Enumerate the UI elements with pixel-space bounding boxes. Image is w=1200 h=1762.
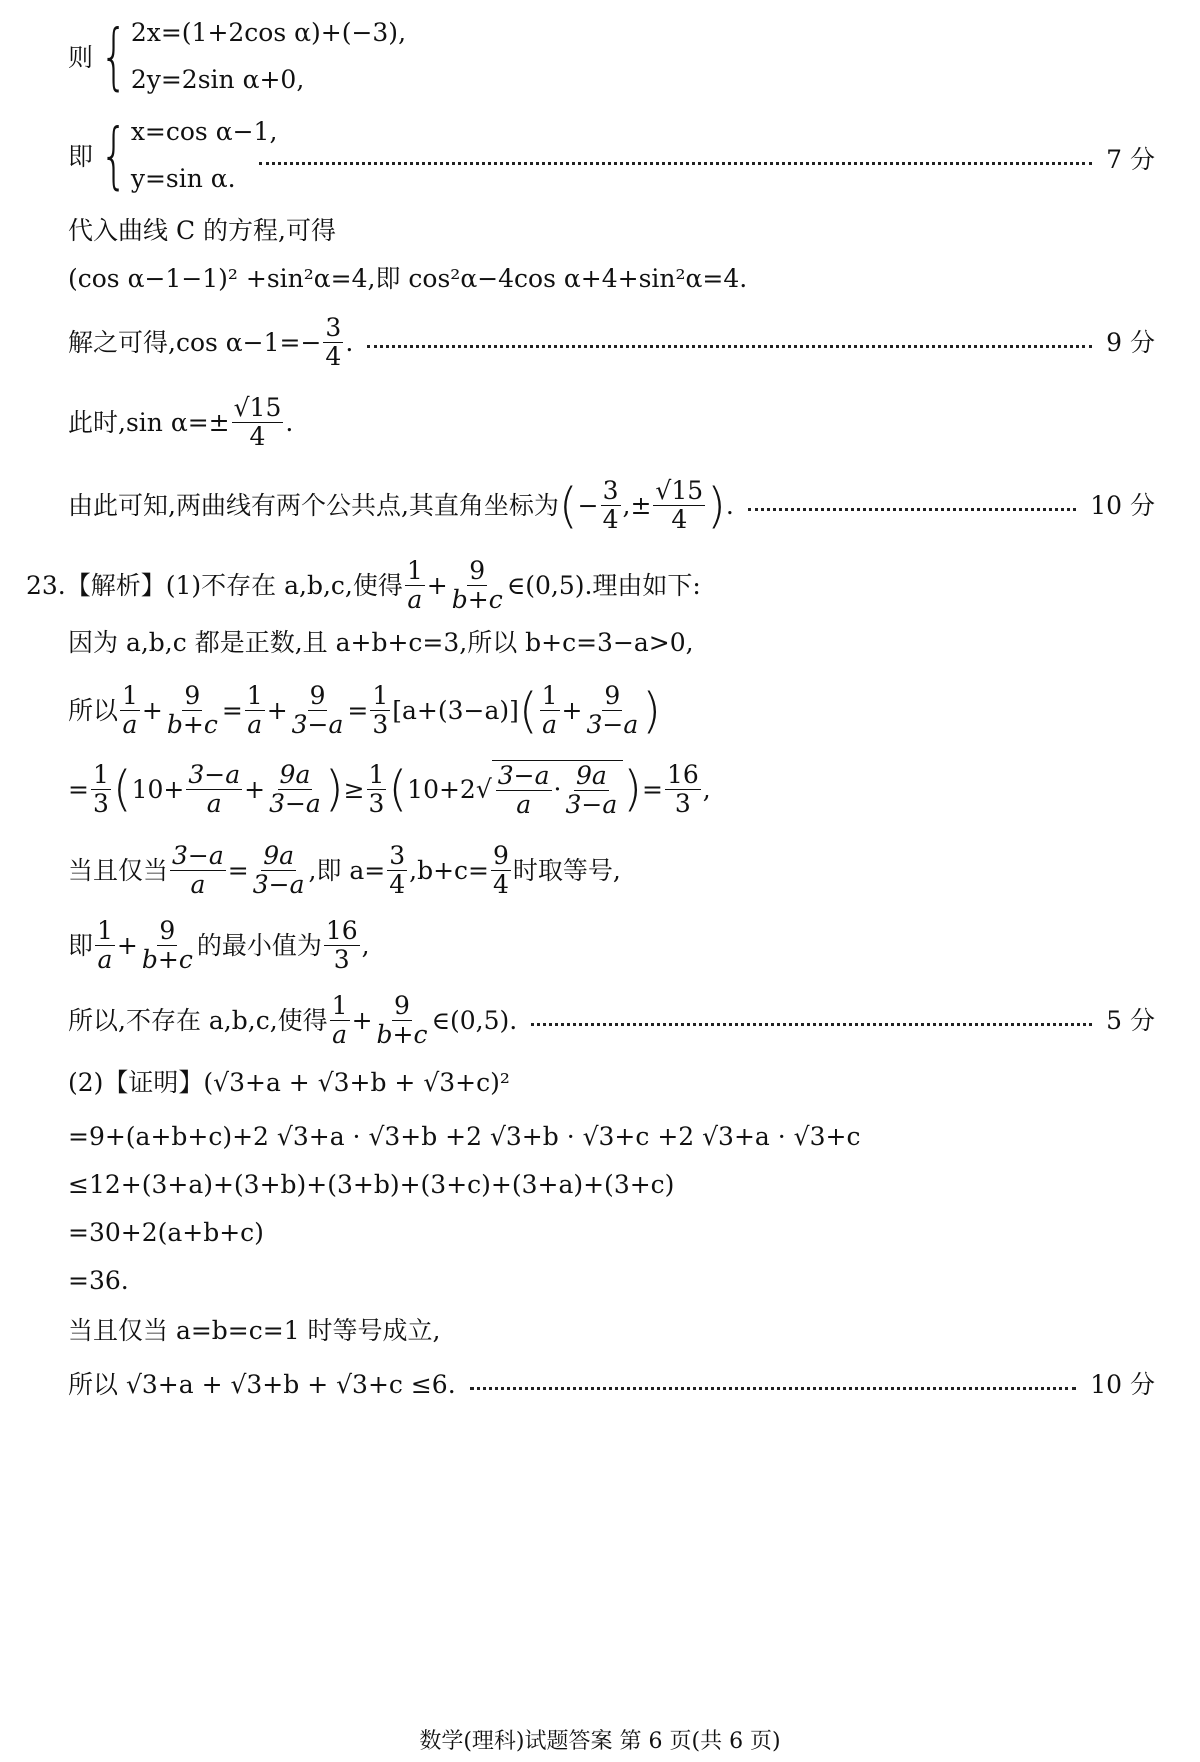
text-line: 因为 a,b,c 都是正数,且 a+b+c=3,所以 b+c=3−a>0, (68, 628, 694, 657)
dotted-leader (367, 345, 1092, 348)
equation-line: (2)【证明】(√3+a + √3+b + √3+c)² (68, 1068, 510, 1097)
score-line: 所以 √3+a + √3+b + √3+c ≤6. 10 分 (68, 1370, 1155, 1399)
equation-line: =30+2(a+b+c) (68, 1218, 264, 1247)
equation-line: 即 $\frac{1}{a}$ + $\frac{9}{b+c}$ 的最小值为 $\frac{16}{3}$ , (68, 916, 370, 975)
score: 7 分 (1106, 145, 1155, 174)
equation-row: 2y=2sin α+0, (130, 65, 305, 94)
score-line: 由此可知,两曲线有两个公共点,其直角坐标为 ( − $\frac{3}{4}$ ,± $\frac{√15}{4}$ ) . 10 分 (68, 476, 1155, 535)
dotted-leader (748, 508, 1076, 511)
text-line: 当且仅当 a=b=c=1 时等号成立, (68, 1316, 441, 1345)
text-line: 代入曲线 C 的方程,可得 (68, 216, 336, 245)
lead-ze: 则 (68, 43, 94, 72)
left-brace-icon: { (100, 113, 128, 197)
equation-line: 当且仅当 $\frac{3-a}{a}$ = $\frac{9a}{3-a}$ ,即 a= $\frac{3}{4}$ ,b+c= $\frac{9}{4}$ 时取等号, (68, 841, 621, 900)
lead-ji: 即 (68, 142, 94, 171)
dotted-leader (470, 1387, 1077, 1390)
dotted-leader (259, 162, 1092, 165)
equation-line: ≤12+(3+a)+(3+b)+(3+b)+(3+c)+(3+a)+(3+c) (68, 1170, 675, 1199)
fraction: $\frac{3}{4}$ (602, 476, 619, 535)
fraction: $\frac{3}{4}$ (325, 313, 342, 372)
fraction: $\frac{√15}{4}$ (655, 476, 704, 535)
equation-row: 2x=(1+2cos α)+(−3), (130, 18, 407, 47)
equation-line: =9+(a+b+c)+2 √3+a · √3+b +2 √3+b · √3+c +2 √3+a · √3+c (68, 1122, 861, 1151)
dotted-leader (531, 1023, 1092, 1026)
equation-line: (cos α−1−1)² +sin²α=4,即 cos²α−4cos α+4+sin²α=4. (68, 264, 748, 293)
system-1 (68, 14, 407, 98)
score-line: 所以,不存在 a,b,c,使得 $\frac{1}{a}$ + $\frac{9}{b+c}$ ∈(0,5). 5 分 (68, 991, 1155, 1050)
equation-line: 此时,sin α=± $\frac{√15}{4}$ . (68, 393, 294, 452)
question-23-heading: 23. 【解析】(1)不存在 a,b,c,使得 $\frac{1}{a}$ + $\frac{9}{b+c}$ ∈(0,5).理由如下: (26, 556, 701, 615)
equation-row: y=sin α. (130, 164, 236, 193)
left-brace-icon: { (100, 14, 128, 98)
score: 10 分 (1090, 1370, 1155, 1399)
question-number: 23. (26, 571, 66, 601)
score: 9 分 (1106, 328, 1155, 358)
page-footer: 数学(理科)试题答案 第 6 页(共 6 页) (419, 1729, 781, 1754)
fraction: $\frac{√15}{4}$ (233, 393, 282, 452)
score-line: 解之可得,cos α−1=− $\frac{3}{4}$ . 9 分 (68, 313, 1155, 372)
equation-line: = $\frac{1}{3}$ ( 10+ $\frac{3-a}{a}$ + $\frac{9a}{3-a}$ ) ≥ $\frac{1}{3}$ ( 10+2 √ $\frac{3-a}{a}$ · $\frac{9a}{3-a}$ ) = $\frac{16}{3}$ , (68, 759, 711, 820)
score: 10 分 (1090, 491, 1155, 521)
equation-row: x=cos α−1, (130, 117, 278, 146)
equation-line: =36. (68, 1266, 129, 1295)
equation-line: 所以 $\frac{1}{a}$ + $\frac{9}{b+c}$ = $\frac{1}{a}$ + $\frac{9}{3-a}$ = $\frac{1}{3}$ [a+(3−a)] ( $\frac{1}{a}$ + $\frac{9}{3-a}$ ) (68, 681, 661, 740)
equation-text: 解之可得,cos α−1=− (68, 328, 322, 358)
score-line (245, 147, 1155, 172)
score: 5 分 (1106, 1006, 1155, 1036)
